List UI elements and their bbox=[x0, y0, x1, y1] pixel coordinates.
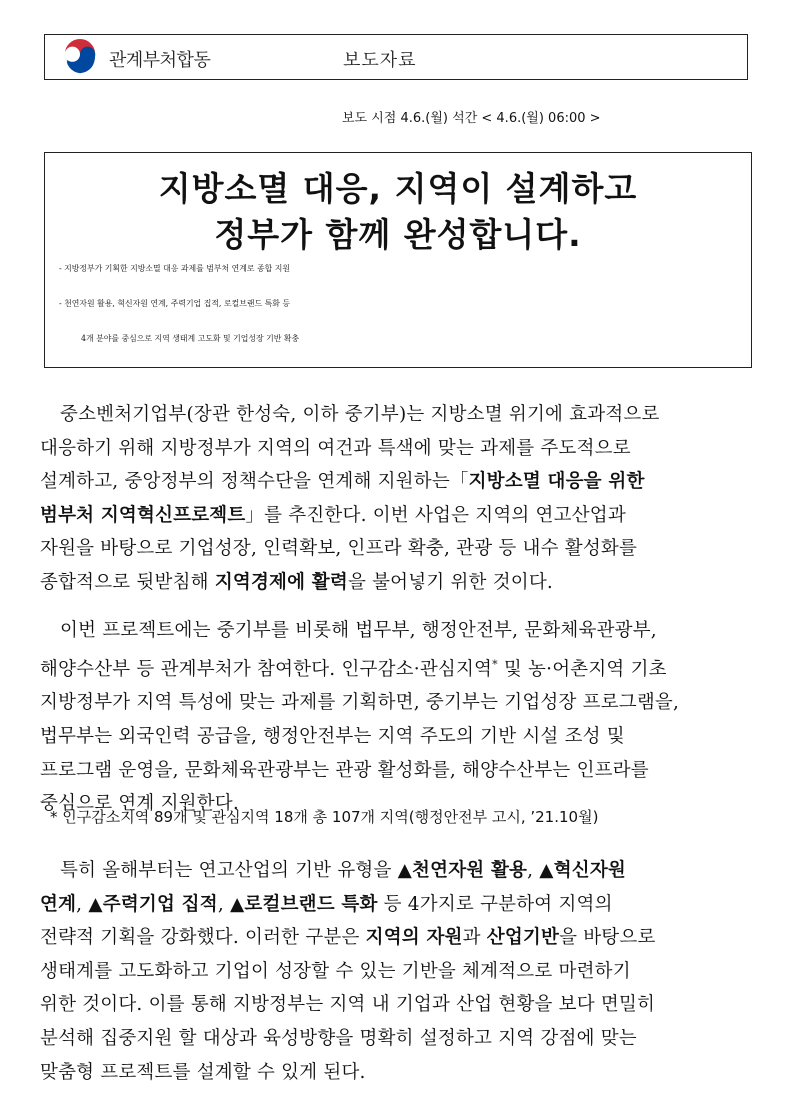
paragraph-2 bbox=[40, 614, 762, 821]
p2-text: 해양수산부 등 관계부처가 참여한다. 인구감소·관심지역 bbox=[40, 658, 493, 680]
p3-bold: ▲주력기업 집적 bbox=[88, 893, 218, 915]
p3-bold: ▲로컬브랜드 특화 bbox=[230, 893, 378, 915]
p3-bold: 산업기반 bbox=[486, 927, 560, 949]
header-box bbox=[44, 34, 748, 80]
p1-line: 대응하기 위해 지방정부가 지역의 여건과 특색에 맞는 과제를 주도적으로 bbox=[40, 437, 631, 459]
footnote: * 인구감소지역 89개 및 관심지역 18개 총 107개 지역(행정안전부 고시, ’21.10월) bbox=[50, 808, 599, 826]
p1-line: 자원을 바탕으로 기업성장, 인력확보, 인프라 확충, 관광 등 내수 활성화를 bbox=[40, 538, 638, 560]
p3-line: 생태계를 고도화하고 기업이 성장할 수 있는 기반을 체계적으로 마련하기 bbox=[40, 960, 631, 982]
p3-bold: ▲혁신자원 bbox=[539, 860, 627, 881]
title-line-1: 지방소멸 대응, 지역이 설계하고 bbox=[158, 169, 638, 208]
p3-text: 등 4가지로 구분하여 지역의 bbox=[377, 893, 613, 915]
summary-bullet-1: - 지방정부가 기획한 지방소멸 대응 과제를 범부처 연계로 종합 지원 bbox=[59, 264, 291, 273]
p1-text: 」를 추진한다. 이번 사업은 지역의 연고산업과 bbox=[245, 504, 626, 526]
p3-bold: 연계 bbox=[40, 893, 77, 915]
p1-text: 설계하고, 중앙정부의 정책수단을 연계해 지원하는「 bbox=[40, 471, 469, 493]
p1-line: 중소벤처기업부(장관 한성숙, 이하 중기부)는 지방소멸 위기에 효과적으로 bbox=[60, 404, 660, 425]
p3-text: 특히 올해부터는 연고산업의 기반 유형을 bbox=[60, 860, 398, 881]
taegeuk-emblem-icon bbox=[61, 39, 99, 77]
p3-text: 을 바탕으로 bbox=[559, 927, 656, 949]
title-line-2: 정부가 함께 완성합니다. bbox=[214, 215, 582, 254]
p2-line: 지방정부가 지역 특성에 맞는 과제를 기획하면, 중기부는 기업성장 프로그램을, bbox=[40, 692, 680, 714]
p1-bold: 범부처 지역혁신프로젝트 bbox=[40, 504, 246, 526]
p3-text: , bbox=[527, 860, 540, 881]
p1-text: 을 불어넣기 위한 것이다. bbox=[347, 571, 553, 593]
p1-bold: 지역경제에 활력 bbox=[214, 571, 348, 593]
p3-line bbox=[40, 921, 762, 955]
p1-line bbox=[40, 465, 762, 499]
p1-line bbox=[40, 499, 762, 533]
paragraph-1 bbox=[40, 398, 762, 600]
p3-text: 전략적 기획을 강화했다. 이러한 구분은 bbox=[40, 927, 366, 949]
p3-bold: ▲천연자원 활용 bbox=[397, 860, 528, 881]
p3-bold: 지역의 자원 bbox=[365, 927, 463, 949]
org-name: 관계부처합동 bbox=[109, 50, 211, 71]
p3-text: 과 bbox=[462, 927, 487, 949]
p1-text: 종합적으로 뒷받침해 bbox=[40, 571, 215, 593]
p2-line bbox=[40, 648, 762, 687]
p3-text: , bbox=[217, 893, 230, 915]
p2-line: 법무부는 외국인력 공급을, 행정안전부는 지역 주도의 기반 시설 조성 및 bbox=[40, 725, 625, 747]
p2-line: 프로그램 운영을, 문화체육관광부는 관광 활성화를, 해양수산부는 인프라를 bbox=[40, 759, 649, 781]
footnote-marker: * bbox=[492, 657, 498, 671]
p2-line: 이번 프로젝트에는 중기부를 비롯해 법무부, 행정안전부, 문화체육관광부, bbox=[60, 620, 657, 641]
release-time: 보도 시점 4.6.(월) 석간 < 4.6.(월) 06:00 > bbox=[342, 111, 601, 126]
summary-bullet-2: - 천연자원 활용, 혁신자원 연계, 주력기업 집적, 로컬브랜드 특화 등 bbox=[59, 299, 290, 308]
p3-line: 위한 것이다. 이를 통해 지방정부는 지역 내 기업과 산업 현황을 보다 면밀히 bbox=[40, 994, 656, 1016]
p2-line: 중심으로 연계 지원한다. bbox=[40, 793, 239, 815]
summary-bullet-2-cont: 4개 분야를 중심으로 지역 생태계 고도화 및 기업성장 기반 확충 bbox=[81, 334, 300, 343]
p3-line bbox=[40, 888, 762, 922]
p3-text: , bbox=[76, 893, 89, 915]
paragraph-3 bbox=[40, 854, 762, 1089]
p3-line bbox=[40, 854, 762, 888]
p3-line: 분석해 집중지원 할 대상과 육성방향을 명확히 설정하고 지역 강점에 맞는 bbox=[40, 1027, 637, 1049]
title-box bbox=[44, 152, 752, 368]
doc-type: 보도자료 bbox=[343, 50, 417, 71]
p1-bold: 지방소멸 대응을 위한 bbox=[468, 471, 645, 493]
p2-text: 및 농·어촌지역 기초 bbox=[497, 658, 667, 680]
p3-line: 맞춤형 프로젝트를 설계할 수 있게 된다. bbox=[40, 1061, 366, 1083]
p1-line bbox=[40, 566, 762, 600]
